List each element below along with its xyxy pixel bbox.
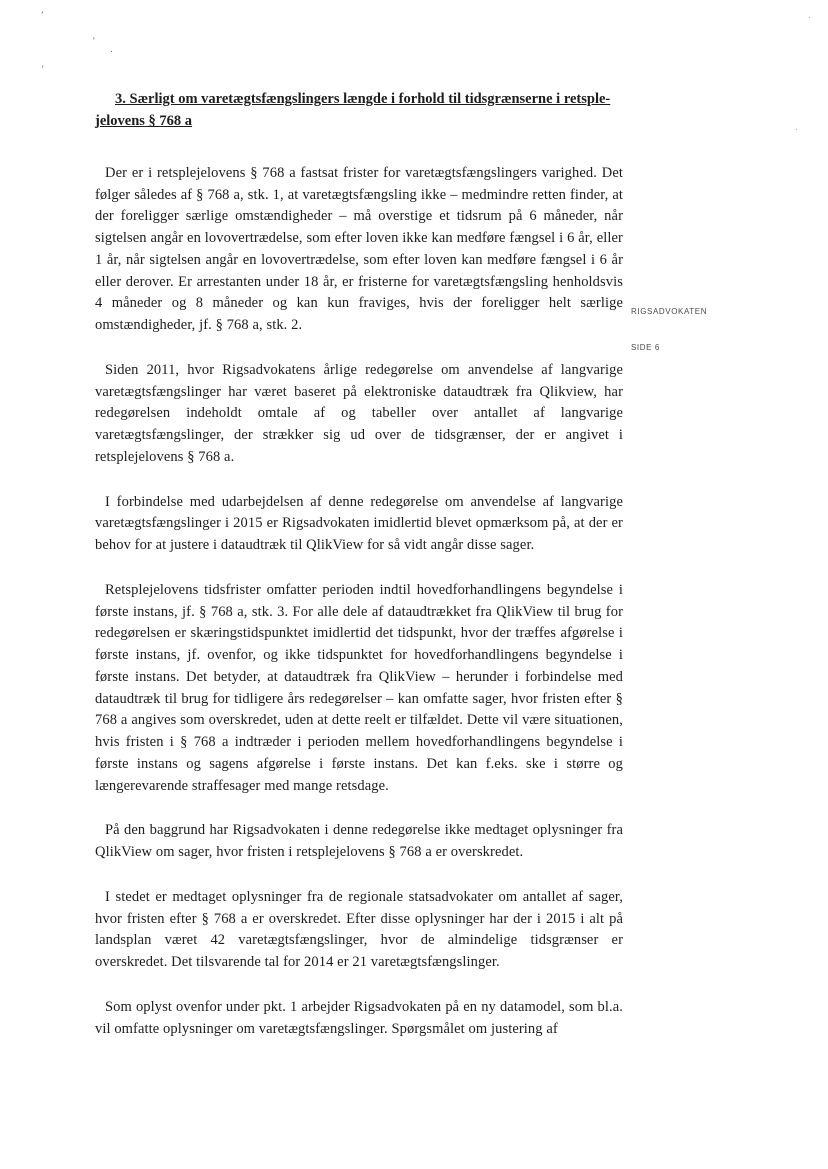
scan-artifact: . bbox=[795, 123, 798, 133]
section-heading-line2: jelovens § 768 a bbox=[95, 113, 193, 130]
paragraph-forbindelse-udarbejdelsen: I forbindelse med udarbejdelsen af denne redegørelse om anvendelse af langvarige varetægtsfængslinger i 2015 er Rigsadvokaten imidlertid blevet opmærksom på, at der er behov for at justere i dataudtræk til QlikView for så vidt angår disse sager. bbox=[95, 493, 623, 554]
section-heading-line1: 3. Særligt om varetægtsfængslingers længde i forhold til tidsgrænserne i retsple- bbox=[115, 91, 611, 107]
scan-artifact: ’ bbox=[41, 64, 46, 76]
paragraph-retsplejelovens-tidsfrister: Retsplejelovens tidsfrister omfatter perioden indtil hovedforhandlingens begyndelse i første instans, jf. § 768 a, stk. 3. For alle dele af dataudtrækket fra QlikView til brug for redegørelsen er skæringstidspunktet imidlertid det tidspunkt, hvor der træffes afgørelse i første instans, jf. ovenfor, og ikke tidspunktet for hovedforhandlingens begyndelse i første instans. Det betyder, at dataudtræk fra QlikView – herunder i forbindelse med dataudtræk til brug for tidligere års redegørelser – kan omfatte sager, hvor fristen efter § 768 a angives som overskredet, uden at dette reelt er tilfældet. Dette vil være situationen, hvis fristen i § 768 a indtræder i perioden mellem hovedforhandlingens begyndelse i første instans og sagens afgørelse i første instans. Det kan f.eks. ske i større og længerevarende straffesager med mange retsdage. bbox=[95, 581, 623, 794]
paragraph-siden-2011: Siden 2011, hvor Rigsadvokatens årlige redegørelse om anvendelse af langvarige varetægtsfængslinger har været baseret på elektroniske dataudtræk fra Qlikview, har redegørelsen indeholdt omtale af og tabeller over antallet af langvarige varetægtsfængslinger, der strækker sig ud over de tidsgrænser, der er angivet i retsplejelovens § 768 a. bbox=[95, 361, 623, 465]
document-body bbox=[95, 88, 623, 1063]
paragraph-i-stedet-medtaget: I stedet er medtaget oplysninger fra de regionale statsadvokater om antallet af sager, hvor fristen efter § 768 a er overskredet. Efter disse oplysninger har der i 2015 i alt på landsplan været 42 varetægtsfængslinger, hvor de almindelige tidsgrænser er overskredet. Det tilsvarende tal for 2014 er 21 varetægtsfængslinger. bbox=[95, 888, 623, 971]
margin-label-page-number: SIDE 6 bbox=[631, 343, 660, 352]
scan-artifact: . bbox=[110, 45, 113, 55]
scan-artifact: ’ bbox=[39, 10, 44, 22]
paragraph-paa-den-baggrund: På den baggrund har Rigsadvokaten i denne redegørelse ikke medtaget oplysninger fra QlikView om sager, hvor fristen i retsplejelovens § 768 a er overskredet. bbox=[95, 822, 623, 861]
section-heading bbox=[95, 88, 623, 133]
paragraph-frister-768a: Der er i retsplejelovens § 768 a fastsat frister for varetægtsfængslingers varighed. Det følger således af § 768 a, stk. 1, at varetægtsfængsling ikke – medmindre retten finder, at der foreligger særlige omstændigheder – må overstige et tidsrum på 6 måneder, når sigtelsen angår en lovovertrædelse, som efter loven ikke kan medføre fængsel i 6 år, eller 1 år, når sigtelsen angår en lovovertrædelse, som efter loven kan medføre fængsel i 6 år eller derover. Er arrestanten under 18 år, er fristerne for varetægtsfængsling henholdsvis 4 måneder og 8 måneder og kan kun fraviges, hvis der foreligger helt særlige omstændigheder, jf. § 768 a, stk. 2. bbox=[95, 164, 623, 334]
scan-artifact: . bbox=[808, 11, 811, 21]
scan-artifact: ’ bbox=[92, 36, 97, 48]
margin-label-organization: RIGSADVOKATEN bbox=[631, 307, 708, 316]
paragraph-som-oplyst-ovenfor: Som oplyst ovenfor under pkt. 1 arbejder Rigsadvokaten på en ny datamodel, som bl.a. vil omfatte oplysninger om varetægtsfængslinger. Spørgsmålet om justering af bbox=[95, 998, 623, 1037]
